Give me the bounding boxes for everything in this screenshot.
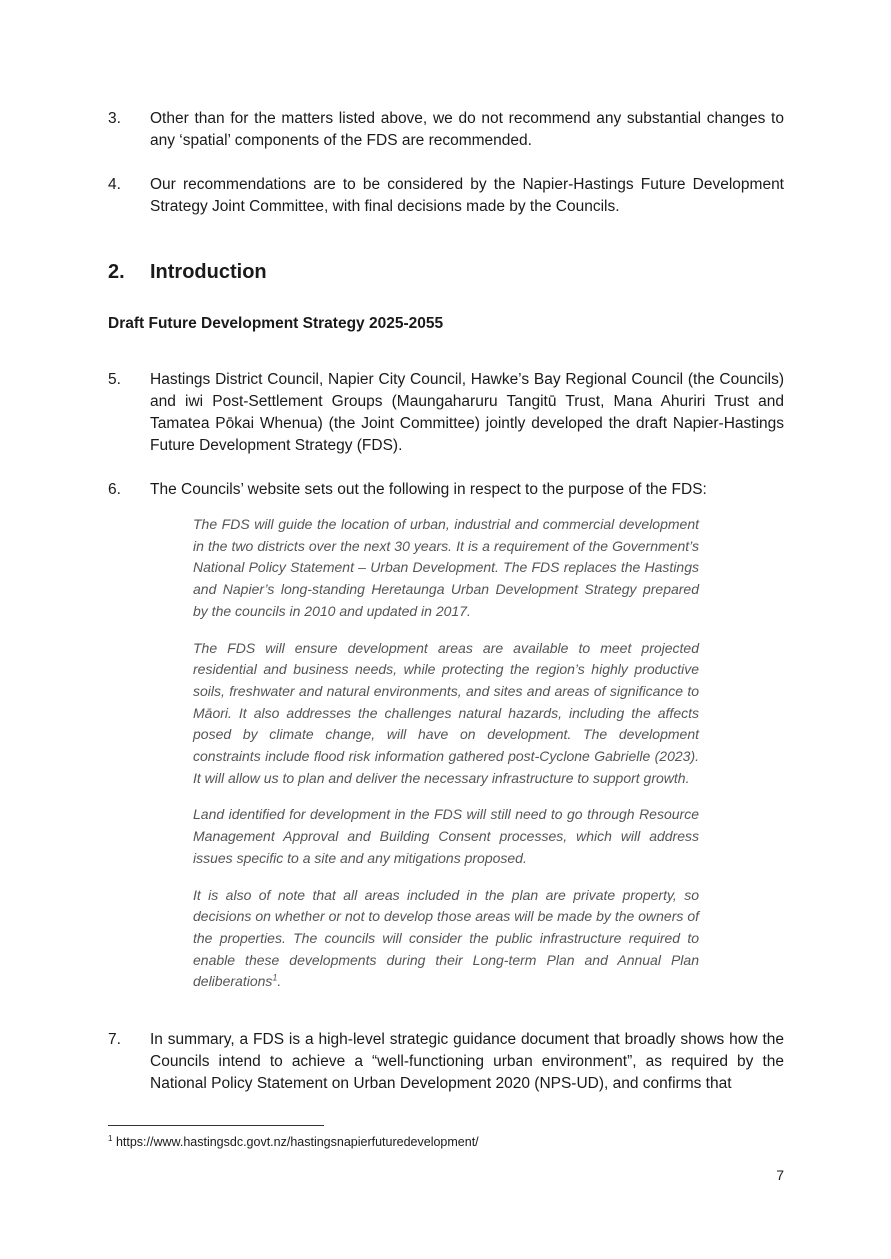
quote-paragraph: Land identified for development in the FDS will still need to go through Resource Management Approval and Building Consent processes, which will address issues specific to a site and any mitigations proposed.: [193, 806, 699, 866]
subheading: Draft Future Development Strategy 2025-2055: [108, 315, 444, 332]
quote-text: It is also of note that all areas included in the plan are private property, so decisions on whether or not to develop those areas will be made by the owners of the properties. The councils will consider the public infrastructure required to enable these developments during their Long-term Plan and Annual Plan deliberations: [193, 886, 699, 990]
quote-paragraph: The FDS will guide the location of urban, industrial and commercial development in the two districts over the next 30 years. It is a requirement of the Government’s National Policy Statement – Urban Development. The FDS replaces the Hastings and Napier’s long-standing Heretaunga Urban Development Strategy prepared by the councils in 2010 and updated in 2017.: [193, 516, 699, 619]
paragraph-6: [108, 479, 784, 501]
paragraph-number: 5.: [108, 371, 121, 388]
quote-paragraph: [193, 885, 699, 994]
quote-paragraph: The FDS will ensure development areas are available to meet projected residential and business needs, while protecting the region’s highly productive soils, freshwater and natural environments, and sites and areas of significance to Māori. It also addresses the challenges natural hazards, including the affects posed by climate change, will have on development. The development constraints include flood risk information gathered post-Cyclone Gabrielle (2023). It will allow us to plan and deliver the necessary infrastructure to support growth.: [193, 639, 699, 786]
footnote-divider: [108, 1125, 324, 1126]
section-heading: [108, 259, 267, 285]
paragraph-number: 3.: [108, 110, 121, 127]
paragraph-number: 6.: [108, 481, 121, 498]
paragraph-5: [108, 369, 784, 457]
quote-end: .: [277, 973, 282, 990]
paragraph-number: 7.: [108, 1031, 121, 1048]
paragraph-7: [108, 1029, 784, 1095]
paragraph-3: [108, 108, 784, 152]
footnote-link[interactable]: https://www.hastingsdc.govt.nz/hastingsnapierfuturedevelopment/: [115, 1135, 479, 1149]
paragraph-text: Other than for the matters listed above, we do not recommend any substantial changes to any ‘spatial’ components of the FDS are recommended.: [150, 110, 784, 149]
section-title: Introduction: [150, 261, 267, 283]
paragraph-text: In summary, a FDS is a high-level strategic guidance document that broadly shows how the Councils intend to achieve a “well-functioning urban environment”, as required by the National Policy Statement on Urban Development 2020 (NPS-UD), and confirms that: [150, 1031, 784, 1092]
footnote-marker: 1: [108, 1133, 113, 1143]
paragraph-text: Our recommendations are to be considered by the Napier-Hastings Future Development Strategy Joint Committee, with final decisions made by the Councils.: [150, 176, 784, 215]
paragraph-4: [108, 174, 784, 218]
paragraph-number: 4.: [108, 176, 121, 193]
page-number: 7: [776, 1167, 784, 1183]
footnote-reference: 1: [272, 972, 278, 983]
section-number: 2.: [108, 261, 125, 283]
paragraph-text: Hastings District Council, Napier City Council, Hawke’s Bay Regional Council (the Councils) and iwi Post-Settlement Groups (Maungaharuru Tangitū Trust, Mana Ahuriri Trust and Tamatea Pōkai Whenua) (the Joint Committee) jointly developed the draft Napier-Hastings Future Development Strategy (FDS).: [150, 371, 784, 454]
footnote: [108, 1133, 479, 1151]
block-quote: [193, 514, 699, 993]
paragraph-text: The Councils’ website sets out the following in respect to the purpose of the FDS:: [150, 481, 707, 498]
